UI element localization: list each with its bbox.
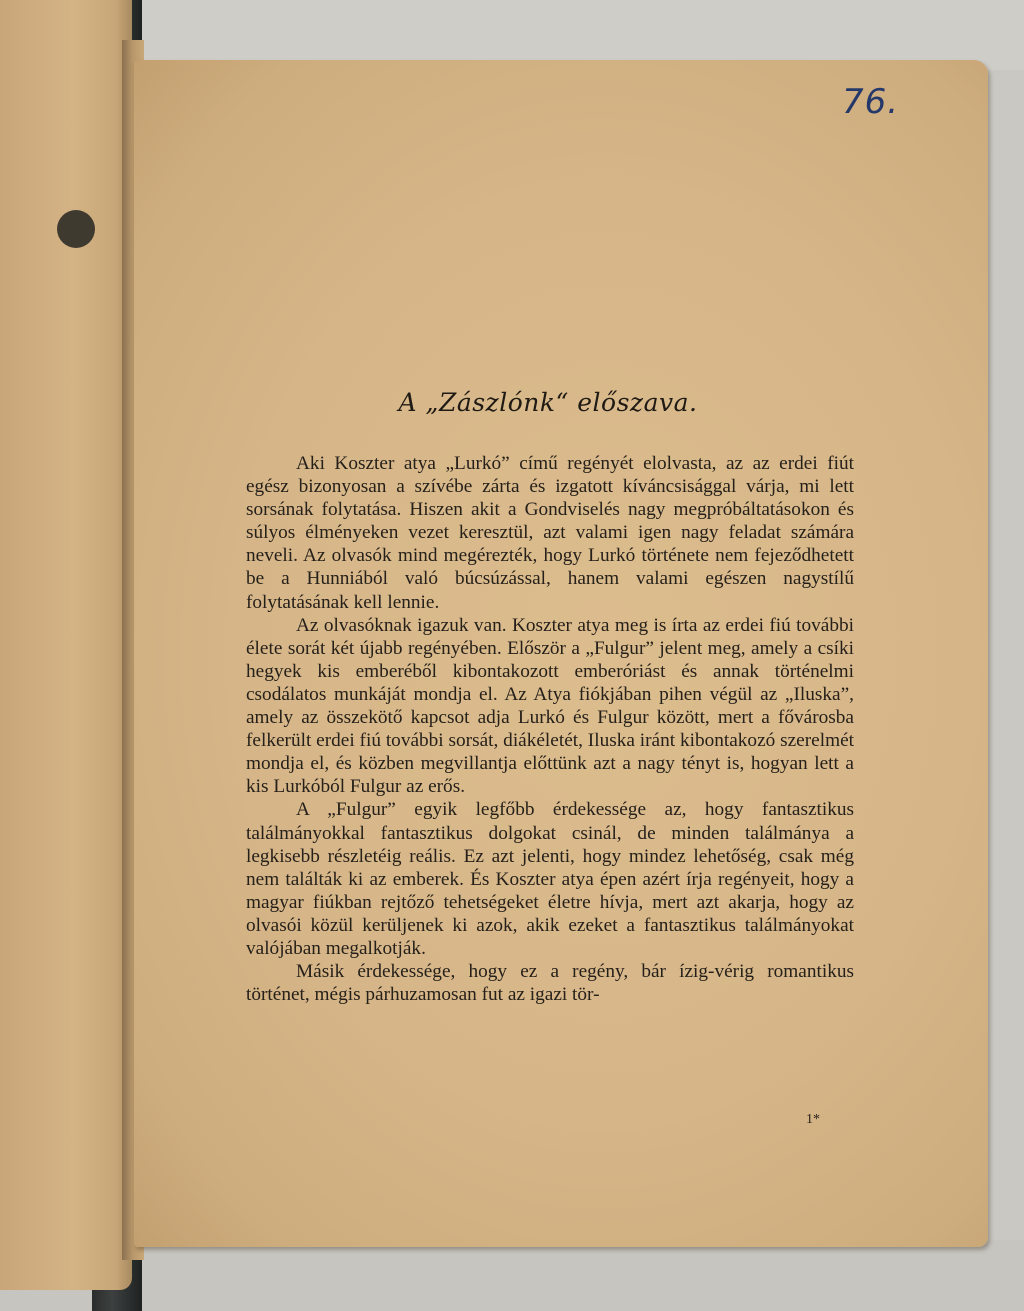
table-surface [0,1240,1024,1311]
handwritten-page-number: 76. [842,82,900,122]
body-text [246,452,854,1006]
left-page [0,0,132,1290]
paragraph: Aki Koszter atya „Lurkó” című regényét elolvasta, az az erdei fiút egész bizonyosan a szívébe zárta és izgatott kíváncsisággal várja, mi lett sorsának folytatása. Hiszen akit a Gondviselés nagy megpróbáltatásokon és súlyos élményeken vezet keresztül, azt valami igen nagy feladat számára neveli. Az olvasók mind megérezték, hogy Lurkó története nem fejeződhetett be a Hunniából való búcsúzással, hanem valami egészen nagystílű folytatásának kell lennie. [246,453,854,613]
page-hole [57,210,95,248]
signature-mark: 1* [806,1112,820,1127]
paragraph: Az olvasóknak igazuk van. Koszter atya meg is írta az erdei fiú további élete sorát két újabb regényében. Először a „Fulgur” jelent meg, amely a csíki hegyek kis emberéből kibontakozott emberóriást és annak történelmi csodálatos munkáját mondja el. Az Atya fiókjában pihen végül az „Iluska”, amely az összekötő kapcsot adja Lurkó és Fulgur között, mert a fővárosba felkerült erdei fiú további sorsát, diákéletét, Iluska iránt kibontakozó szerelmét mondja el, és közben megvillantja előttünk azt a nagy tényt is, hogyan lett a kis Lurkóból Fulgur az erős. [246,614,854,798]
paragraph: A „Fulgur” egyik legfőbb érdekessége az, hogy fantasztikus találmányokkal fantasztikus dolgokat csinál, de minden találmánya a legkisebb részletéig reális. Ez azt jelenti, hogy mindez lehetőség, csak még nem találták ki az emberek. És Koszter atya épen azért írja regényeit, hogy a magyar fiúkban rejtőző tehetségeket életre hívja, mert azt akarja, hogy az olvasói közül kerüljenek ki azok, akik ezeket a fantasztikus találmányokat valójában megalkotják. [246,799,854,959]
page-title: A „Zászlónk“ előszava. [398,388,698,417]
paragraph: Másik érdekessége, hogy ez a regény, bár ízig-vérig romantikus történet, mégis párhuzamosan fut az igazi tör- [246,961,854,1006]
